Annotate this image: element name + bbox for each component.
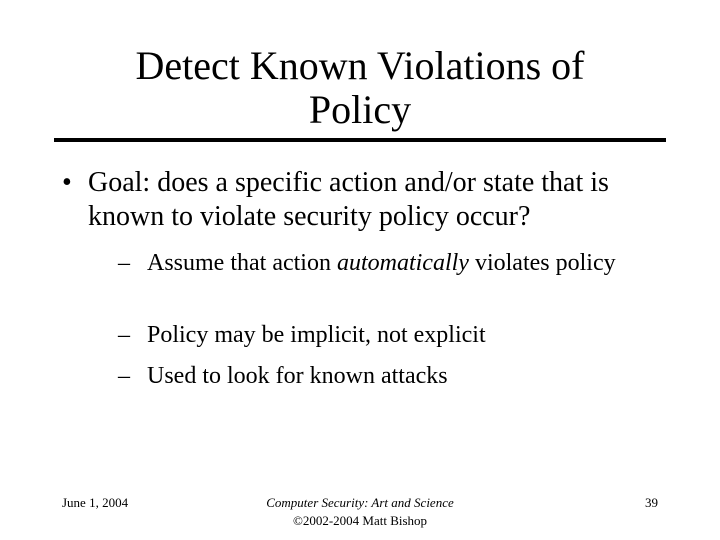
- footer-copyright: ©2002-2004 Matt Bishop: [292, 513, 428, 528]
- bullet-text: Goal: does a specific action and/or state that is known to violate security policy occur?: [88, 167, 609, 232]
- sub-bullet-marker: –: [118, 322, 130, 348]
- sub-bullet-2: [118, 320, 678, 350]
- sub-bullet-1-text: [147, 248, 678, 278]
- sub-bullet-1-before: Assume that action: [147, 250, 337, 276]
- slide-title-line-2: Policy: [308, 87, 412, 132]
- sub-bullet-1-emphasis: automatically: [336, 250, 469, 276]
- footer-book-title: Computer Security: Art and Science: [266, 495, 454, 510]
- slide-title: [0, 44, 720, 132]
- sub-bullet-3-text: Used to look for known attacks: [147, 363, 448, 389]
- sub-bullet-2-text: Policy may be implicit, not explicit: [147, 322, 486, 348]
- sub-bullet-1: [118, 248, 678, 278]
- bullet-marker: •: [62, 167, 72, 198]
- title-divider: [54, 138, 666, 142]
- slide-title-line-1: Detect Known Violations of: [135, 43, 585, 88]
- footer-page-number: 39: [645, 495, 658, 510]
- sub-bullet-marker: –: [118, 250, 130, 276]
- sub-bullet-3: [118, 361, 678, 391]
- footer-source: [200, 494, 520, 530]
- footer-date: June 1, 2004: [62, 495, 129, 510]
- sub-bullet-marker: –: [118, 363, 130, 389]
- main-bullet: [62, 166, 682, 234]
- sub-bullet-1-after: violates policy: [468, 250, 616, 276]
